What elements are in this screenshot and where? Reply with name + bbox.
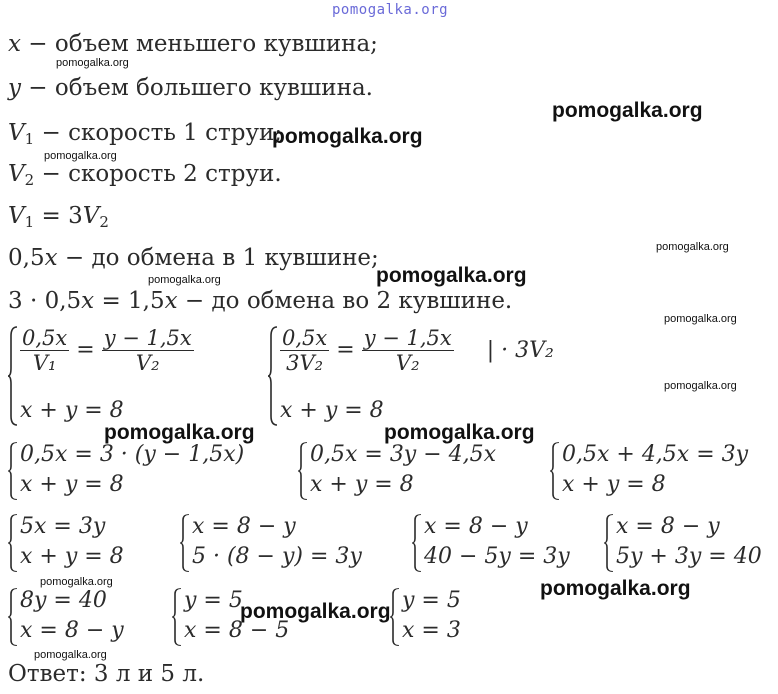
definition-v2-text: − скорость 2 струи. [34, 161, 282, 187]
system-12 [390, 588, 500, 646]
numerator: 0,5x [282, 326, 328, 350]
var-v: V [8, 203, 25, 229]
watermark: pomogalka.org [664, 380, 737, 392]
fraction [102, 326, 194, 375]
definition-v1-text: − скорость 1 струи; [34, 120, 283, 146]
system-1-row1 [20, 326, 194, 375]
system-7-row2: 5 · (8 − y) = 3y [192, 544, 362, 569]
subscript: 2 [99, 213, 109, 231]
definition-x-text: − объем меньшего кувшина; [20, 31, 378, 57]
equals: = [76, 337, 95, 363]
system-12-row1: y = 5 [402, 588, 461, 613]
system-12-row2: x = 3 [402, 618, 461, 643]
system-6-row1: 5x = 3y [20, 514, 106, 539]
equals: = [336, 337, 355, 363]
denominator: V₁ [32, 351, 57, 375]
system-3-row2: x + y = 8 [20, 472, 124, 497]
system-1 [8, 326, 238, 426]
system-8 [412, 514, 597, 572]
before-exchange-2 [8, 287, 512, 315]
coef: 0,5 [8, 245, 45, 271]
var-x: x [44, 245, 58, 271]
watermark: pomogalka.org [148, 274, 221, 286]
watermark: pomogalka.org [272, 125, 423, 148]
system-10 [8, 588, 168, 646]
watermark: pomogalka.org [104, 421, 255, 444]
fraction [362, 326, 454, 375]
brace [8, 588, 18, 646]
system-11-row1: y = 5 [184, 588, 243, 613]
system-9-row2: 5y + 3y = 40 [616, 544, 762, 569]
system-1-row2: x + y = 8 [20, 398, 124, 423]
brace [390, 588, 400, 646]
watermark: pomogalka.org [656, 241, 729, 253]
equals: = 1,5 [94, 288, 165, 314]
system-5-row2: x + y = 8 [562, 472, 666, 497]
multiply-note: | · 3V₂ [486, 337, 554, 363]
var-v: V [8, 120, 25, 146]
system-5 [550, 442, 775, 500]
definition-v1 [8, 119, 282, 153]
system-3 [8, 442, 288, 500]
numerator: y − 1,5x [103, 326, 192, 350]
brace [8, 442, 18, 500]
brace [8, 326, 18, 426]
brace [180, 514, 190, 572]
definition-v2 [8, 160, 282, 194]
fraction [280, 326, 329, 375]
speed-relation [8, 202, 109, 236]
system-2 [268, 326, 588, 426]
var-x: x [81, 288, 95, 314]
brace [172, 588, 182, 646]
watermark: pomogalka.org [44, 150, 117, 162]
definition-y [8, 74, 373, 102]
before-exchange-2-text: − до обмена во 2 кувшине. [177, 288, 513, 314]
system-10-row2: x = 8 − y [20, 618, 124, 643]
system-7 [180, 514, 395, 572]
system-8-row1: x = 8 − y [424, 514, 528, 539]
numerator: 0,5x [22, 326, 68, 350]
brace [298, 442, 308, 500]
before-exchange-1 [8, 244, 379, 272]
watermark: pomogalka.org [40, 576, 113, 588]
definition-y-text: − объем большего кувшина. [21, 75, 373, 101]
watermark: pomogalka.org [664, 313, 737, 325]
system-2-row1 [280, 326, 554, 375]
denominator: 3V₂ [286, 351, 324, 375]
subscript: 2 [24, 171, 35, 189]
fraction [20, 326, 69, 375]
denominator: V₂ [135, 351, 160, 375]
system-7-row1: x = 8 − y [192, 514, 296, 539]
system-4-row2: x + y = 8 [310, 472, 414, 497]
coef: 3 · 0,5 [8, 288, 82, 314]
denominator: V₂ [395, 351, 420, 375]
brace [412, 514, 422, 572]
brace [604, 514, 614, 572]
definition-x [8, 30, 378, 58]
equals-three: = 3 [34, 203, 83, 229]
system-6 [8, 514, 168, 572]
system-8-row2: 40 − 5y = 3y [424, 544, 570, 569]
answer: Ответ: 3 л и 5 л. [8, 661, 205, 687]
system-5-row1: 0,5x + 4,5x = 3y [562, 442, 749, 467]
brace [268, 326, 278, 426]
watermark: pomogalka.org [34, 649, 107, 661]
site-watermark: pomogalka.org [332, 2, 449, 18]
system-9-row1: x = 8 − y [616, 514, 720, 539]
var-v: V [8, 161, 25, 187]
system-4 [298, 442, 538, 500]
system-10-row1: 8y = 40 [20, 588, 107, 613]
brace [550, 442, 560, 500]
before-exchange-1-text: − до обмена в 1 кувшине; [57, 245, 379, 271]
subscript: 1 [24, 213, 35, 231]
numerator: y − 1,5x [363, 326, 452, 350]
watermark: pomogalka.org [56, 57, 129, 69]
system-9 [604, 514, 776, 572]
brace [8, 514, 18, 572]
watermark: pomogalka.org [240, 600, 391, 623]
var-v: V [82, 203, 100, 229]
var-x: x [164, 288, 178, 314]
watermark: pomogalka.org [540, 577, 691, 600]
system-3-row1: 0,5x = 3 · (y − 1,5x) [20, 442, 245, 467]
system-2-row2: x + y = 8 [280, 398, 384, 423]
system-11-row2: x = 8 − 5 [184, 618, 290, 643]
system-6-row2: x + y = 8 [20, 544, 124, 569]
watermark: pomogalka.org [384, 421, 535, 444]
system-4-row1: 0,5x = 3y − 4,5x [310, 442, 497, 467]
watermark: pomogalka.org [552, 99, 703, 122]
var-y: y [8, 75, 21, 101]
watermark: pomogalka.org [376, 264, 527, 287]
subscript: 1 [24, 130, 35, 148]
var-x: x [8, 31, 21, 57]
